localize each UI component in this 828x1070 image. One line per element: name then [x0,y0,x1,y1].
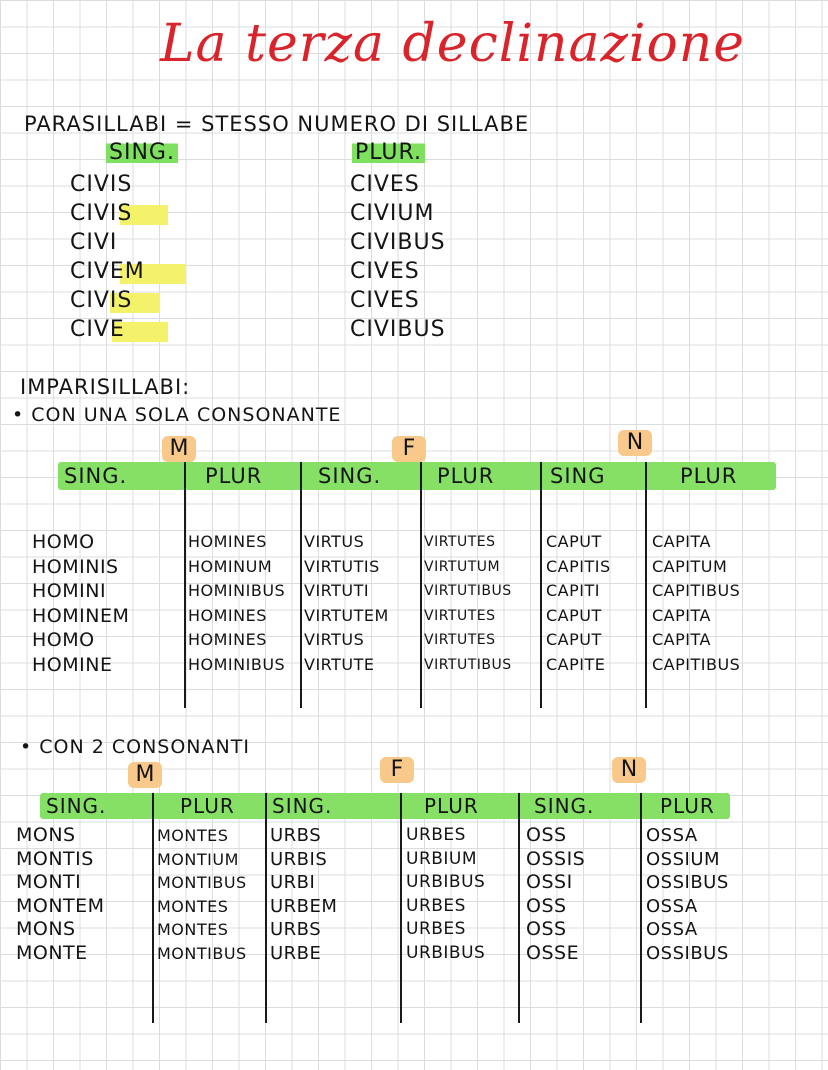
table1-header: PLUR [205,464,263,488]
table1-cell: CAPITA [652,532,711,551]
table1-divider [645,462,647,708]
table1-cell: CAPITIS [546,556,611,576]
table1-cell: HOMO [32,629,95,651]
table2-column [270,824,337,965]
table1-cell: VIRTUTIBUS [424,656,512,673]
table2-column [526,824,585,965]
table1-column [304,530,389,677]
table2-cell: MONTIBUS [157,943,247,963]
table1-cell: CAPITIBUS [652,581,741,600]
parasillabi-plur-form: CIVES [350,288,420,313]
parasillabi-plural-list [350,170,446,344]
table2-cell: URBIS [270,848,328,870]
table2-cell: OSS [526,918,567,940]
table2-divider [400,793,402,1023]
table2-cell: URBEM [270,895,338,917]
table2-cell: OSSI [526,871,573,893]
table1-cell: VIRTUTIBUS [424,583,512,599]
table1-cell: HOMINEM [32,604,130,627]
table2-divider [265,793,267,1023]
parasillabi-sing-form: CIVIS [70,288,133,313]
table1-cell: VIRTUTES [424,632,496,648]
table2-cell: URBS [270,825,322,846]
table1-column [32,530,129,677]
table2-cell: URBES [406,895,466,916]
table1-column [546,530,611,677]
table1-cell: CAPITUM [652,556,728,576]
table1-cell: HOMINIBUS [188,581,286,600]
parasillabi-singular-list [70,170,145,344]
table1-cell: HOMINI [32,580,107,602]
table1-column [424,530,512,677]
table2-cell: MONTI [16,871,82,893]
table1-cell: VIRTUTEM [304,605,389,625]
table1-cell: VIRTUTI [304,581,370,600]
parasillabi-plur-form: CIVES [350,172,420,197]
table1-cell: HOMO [32,531,95,553]
parasillabi-plur-form: CIVIBUS [350,317,446,342]
table1-divider [184,462,186,708]
table2-column [406,824,485,965]
table1-header: SING. [318,464,382,488]
table1-cell: CAPUT [546,532,602,551]
table2-cell: OSS [526,894,567,917]
parasillabi-sing-form: CIVEM [70,259,145,284]
table2-cell: MONS [16,918,76,940]
table1-header-bar [58,462,776,490]
parasillabi-plur-form: CIVIUM [350,201,435,226]
table2-cell: URBES [406,919,466,939]
parasillabi-sing-form: CIVIS [70,201,133,226]
table2-cell: MONTES [157,896,229,916]
gender-feminine-badge: F [392,436,426,462]
table1-divider [540,462,542,708]
table1-cell: HOMINES [188,605,267,625]
table1-cell: HOMINUM [188,556,273,576]
parasillabi-sing-label: SING. [106,140,178,165]
table2-cell: MONTE [16,941,88,964]
table1-cell: HOMINIS [32,555,119,578]
table2-cell: MONS [16,824,76,846]
parasillabi-plur-label: PLUR. [352,140,425,165]
table1-header: SING. [64,464,128,488]
table2-cell: MONTES [157,826,229,845]
table1-cell: VIRTUTES [424,534,496,550]
two-consonants-label: • CON 2 CONSONANTI [20,736,250,758]
table2-cell: OSSIS [526,847,586,870]
table2-cell: OSSIUM [646,848,721,870]
table2-header: PLUR [180,794,235,818]
table2-cell: URBES [406,825,466,845]
table2-header: SING. [272,794,333,818]
table2-cell: OSSA [646,895,698,917]
table2-header: PLUR [660,794,715,818]
table1-cell: VIRTUTES [424,607,496,624]
gender-neuter-badge: N [618,430,652,456]
table2-cell: OSSE [526,941,580,964]
table1-cell: HOMINE [32,653,113,676]
table1-cell: CAPUT [546,630,602,649]
table1-header: PLUR [680,464,738,488]
table1-cell: HOMINES [188,532,267,551]
table2-cell: OSSA [646,825,698,846]
table2-cell: URBIUM [406,848,478,869]
table1-divider [300,462,302,708]
table1-header: SING [550,464,606,488]
table2-cell: URBE [270,942,322,964]
imparisillabi-heading: IMPARISILLABI: [20,375,191,399]
table1-cell: CAPUT [546,605,602,625]
table1-cell: VIRTUTUM [424,558,501,575]
table1-cell: CAPITE [546,654,606,674]
table1-divider [420,462,422,708]
table2-column [157,824,247,965]
parasillabi-heading: PARASILLABI = STESSO NUMERO DI SILLABE [24,112,530,136]
table2-header: PLUR [424,794,479,818]
table2-divider [518,793,520,1023]
table1-cell: HOMINIBUS [188,654,286,674]
parasillabi-sing-form: CIVIS [70,172,133,197]
table1-column [188,530,285,677]
page-title: La terza declinazione [160,14,746,74]
table2-column [646,824,729,965]
table2-cell: MONTES [157,920,229,939]
table1-cell: VIRTUS [304,630,365,649]
table2-cell: OSSIBUS [646,872,729,893]
table2-cell: OSS [526,824,567,846]
table2-column [16,824,105,965]
table1-cell: VIRTUS [304,532,365,551]
parasillabi-sing-form: CIVI [70,230,118,255]
table1-header: PLUR [437,464,495,488]
table2-cell: URBIBUS [406,942,486,963]
table2-cell: URBI [270,872,316,893]
table2-divider [152,793,154,1023]
gender-masculine-badge: M [162,436,196,462]
table1-cell: CAPITI [546,581,600,600]
parasillabi-sing-form: CIVE [70,317,125,342]
table2-cell: MONTIS [16,847,94,870]
table2-cell: URBS [270,919,322,940]
table2-divider [640,793,642,1023]
gender-neuter-badge: N [612,757,646,783]
table2-cell: OSSIBUS [646,942,729,964]
table2-cell: MONTEM [16,894,105,917]
table1-cell: CAPITA [652,605,711,625]
table2-cell: MONTIUM [157,849,239,869]
table2-cell: OSSA [646,919,698,940]
gender-masculine-badge: M [128,762,162,788]
table1-cell: VIRTUTIS [304,556,380,576]
table1-cell: CAPITA [652,630,711,649]
table2-header: SING. [46,794,107,818]
parasillabi-plur-form: CIVES [350,259,420,284]
one-consonant-label: • CON UNA SOLA CONSONANTE [12,404,342,426]
table2-header: SING. [534,794,595,818]
parasillabi-plur-form: CIVIBUS [350,230,446,255]
gender-feminine-badge: F [380,757,414,783]
table2-header-bar [40,793,730,819]
table1-cell: CAPITIBUS [652,654,741,674]
table1-column [652,530,740,677]
table2-cell: MONTIBUS [157,873,247,892]
table1-cell: VIRTUTE [304,654,375,674]
table1-cell: HOMINES [188,630,267,649]
table2-cell: URBIBUS [406,872,486,892]
